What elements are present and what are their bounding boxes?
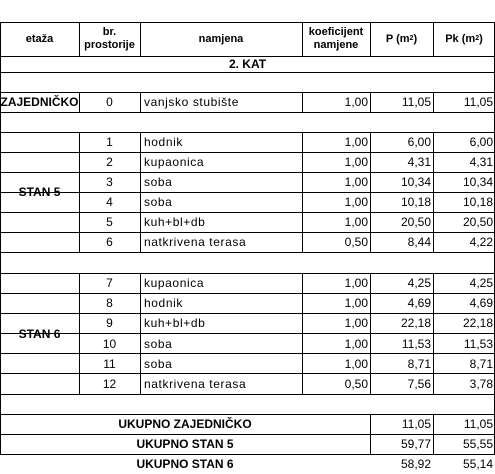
room-coefficient: 1,00 (344, 356, 368, 371)
room-coefficient: 1,00 (344, 316, 368, 331)
room-purpose: natkrivena terasa (144, 235, 247, 249)
header-br-prostorije (79, 22, 140, 56)
header-br-line1: br. (102, 26, 117, 38)
room-number: 4 (106, 195, 113, 209)
room-coefficient: 1,00 (344, 336, 368, 351)
room-area-pk: 20,50 (462, 215, 493, 229)
room-number: 3 (106, 175, 113, 189)
room-area-p: 4,69 (407, 296, 431, 311)
room-coefficient: 0,50 (344, 235, 368, 249)
room-area-p: 20,50 (400, 215, 431, 229)
room-number: 6 (106, 235, 113, 249)
room-purpose: kuh+bl+db (144, 316, 206, 331)
room-coefficient: 1,00 (344, 215, 368, 229)
room-coefficient: 0,50 (344, 376, 368, 391)
room-coefficient: 1,00 (344, 276, 368, 291)
room-number: 2 (106, 155, 113, 169)
room-area-p: 4,31 (407, 155, 431, 169)
room-area-p: 8,44 (407, 235, 431, 249)
total-area-p: 58,92 (400, 457, 431, 471)
room-area-p: 22,18 (400, 316, 431, 331)
header-namjena: namjena (198, 32, 244, 45)
room-area-pk: 11,05 (463, 95, 493, 109)
header-br-line2: prostorije (84, 39, 135, 51)
total-area-pk: 11,05 (463, 417, 493, 431)
room-purpose: kupaonica (144, 155, 205, 169)
header-p-close: ) (413, 32, 418, 45)
total-area-p: 11,05 (401, 417, 431, 431)
room-purpose: vanjsko stubište (144, 95, 239, 109)
room-number: 9 (106, 316, 113, 331)
room-purpose: soba (144, 195, 173, 209)
room-area-p: 10,18 (400, 195, 431, 209)
header-koeficijent (302, 22, 370, 56)
room-area-pk: 8,71 (469, 356, 493, 371)
room-area-p: 6,00 (407, 135, 431, 149)
room-purpose: soba (144, 175, 173, 189)
header-p-label: P (m (385, 32, 410, 45)
room-coefficient: 1,00 (344, 175, 368, 189)
group-label-stan5: STAN 5 (18, 185, 61, 199)
room-purpose: soba (144, 336, 173, 351)
room-number: 7 (106, 276, 113, 291)
room-coefficient: 1,00 (344, 135, 368, 149)
room-area-p: 4,25 (407, 276, 431, 291)
room-number: 1 (106, 135, 113, 149)
room-area-pk: 10,34 (462, 175, 493, 189)
room-area-p: 10,34 (400, 175, 431, 189)
room-number: 5 (106, 215, 113, 229)
room-coefficient: 1,00 (344, 155, 368, 169)
header-pk-close: ) (479, 32, 483, 45)
header-koef-line1: koeficijent (308, 26, 364, 38)
room-area-p: 11,53 (401, 336, 431, 351)
room-area-pk: 6,00 (469, 135, 493, 149)
room-area-pk: 11,53 (463, 336, 493, 351)
header-pk-label: Pk (m (445, 32, 476, 45)
header-p: P (m 2 ) (385, 32, 418, 45)
room-coefficient: 1,00 (344, 296, 368, 311)
header-koef-line2: namjene (313, 39, 359, 51)
room-number: 11 (103, 356, 116, 371)
group-label-zajednicko: ZAJEDNIČKO (0, 95, 79, 109)
room-area-pk: 4,22 (469, 235, 493, 249)
room-area-pk: 22,18 (462, 316, 493, 331)
room-purpose: natkrivena terasa (144, 376, 247, 391)
header-etaza: etaža (25, 32, 54, 45)
room-area-pk: 10,18 (462, 195, 493, 209)
room-number: 0 (106, 95, 113, 109)
total-label: UKUPNO STAN 6 (136, 457, 234, 471)
grid-hline (0, 112, 495, 113)
room-area-pk: 3,78 (469, 376, 493, 391)
room-purpose: hodnik (144, 135, 183, 149)
room-purpose: kupaonica (144, 276, 205, 291)
grid-hline (0, 394, 495, 395)
room-coefficient: 1,00 (344, 95, 368, 109)
total-label: UKUPNO STAN 5 (136, 437, 234, 451)
room-area-pk: 4,69 (469, 296, 493, 311)
total-area-p: 59,77 (400, 437, 431, 451)
room-number: 12 (102, 376, 117, 391)
room-purpose: soba (144, 356, 173, 371)
room-area-p: 7,56 (407, 376, 431, 391)
room-number: 10 (102, 336, 117, 351)
room-number: 8 (106, 296, 113, 311)
total-area-pk: 55,55 (462, 437, 493, 451)
group-label-stan6: STAN 6 (18, 326, 61, 341)
room-coefficient: 1,00 (344, 195, 368, 209)
total-label: UKUPNO ZAJEDNIČKO (118, 417, 252, 431)
grid-hline (0, 72, 495, 73)
room-area-pk: 4,31 (469, 155, 493, 169)
grid-hline (0, 252, 495, 253)
floor-title: 2. KAT (228, 57, 267, 71)
room-purpose: hodnik (144, 296, 183, 311)
room-purpose: kuh+bl+db (144, 215, 206, 229)
room-area-p: 11,05 (401, 95, 431, 109)
room-area-pk: 4,25 (469, 276, 493, 291)
room-area-p: 8,71 (407, 356, 431, 371)
total-area-pk: 55,14 (462, 457, 493, 471)
header-pk: Pk (m 2 ) (445, 32, 483, 45)
